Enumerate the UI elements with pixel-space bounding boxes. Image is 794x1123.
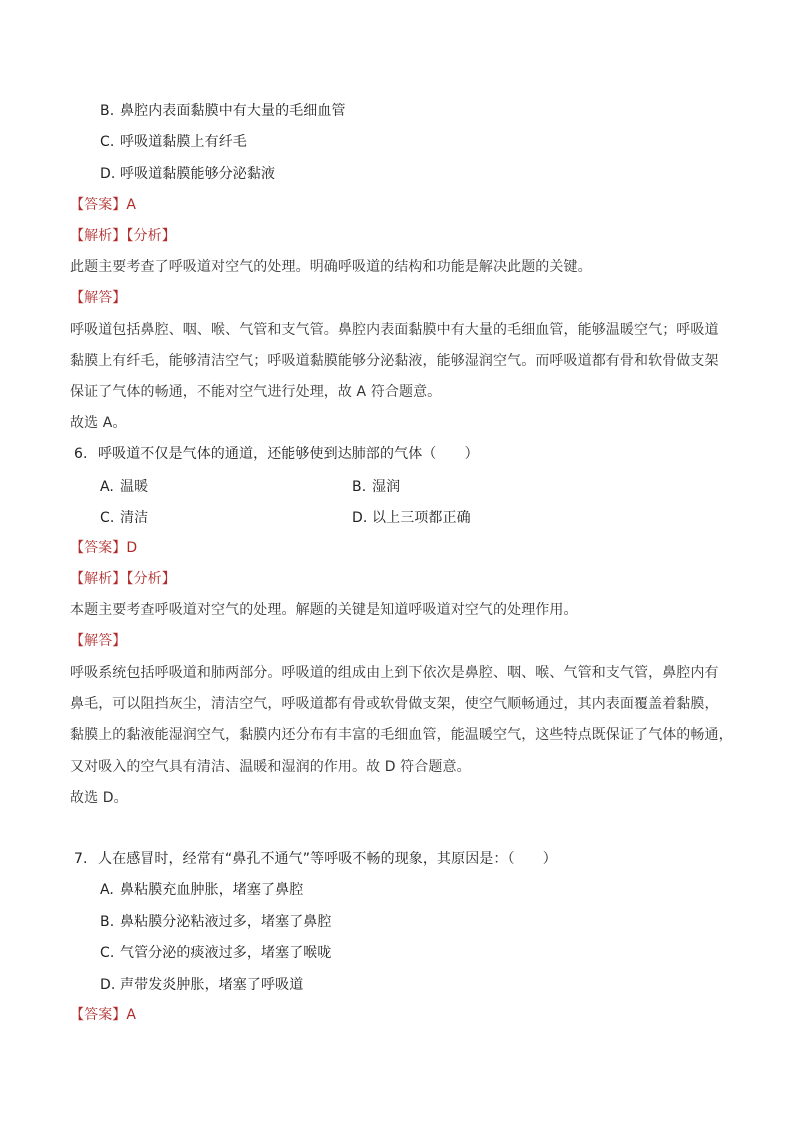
solution-line-1: 呼吸道包括鼻腔、咽、喉、气管和支气管。鼻腔内表面黏膜中有大量的毛细血管，能够温暖空气；呼吸道 (70, 322, 719, 338)
option-b: B. 鼻腔内表面黏膜中有大量的毛细血管 (100, 103, 346, 119)
q7-option-c: C. 气管分泌的痰液过多，堵塞了喉咙 (100, 945, 332, 961)
conclusion-text: 故选 A。 (70, 415, 127, 431)
q6-analysis-text: 本题主要考查呼吸道对空气的处理。解题的关键是知道呼吸道对空气的处理作用。 (70, 602, 578, 618)
option-d: D. 呼吸道黏膜能够分泌黏液 (100, 166, 276, 182)
option-c: C. 呼吸道黏膜上有纤毛 (100, 134, 247, 150)
q6-analysis-heading: 【解析】【分析】 (70, 571, 176, 587)
q6-solution-line-4: 又对吸入的空气具有清洁、温暖和湿润的作用。故 D 符合题意。 (70, 759, 471, 775)
q6-conclusion-text: 故选 D。 (70, 790, 128, 806)
q7-option-b: B. 鼻粘膜分泌粘液过多，堵塞了鼻腔 (100, 914, 332, 930)
analysis-text: 此题主要考查了呼吸道对空气的处理。明确呼吸道的结构和功能是解决此题的关键。 (70, 259, 592, 275)
q6-option-b: B. 湿润 (352, 479, 401, 495)
q6-option-d: D. 以上三项都正确 (352, 510, 471, 526)
analysis-heading: 【解析】【分析】 (70, 228, 176, 244)
question-7-stem: 7. 人在感冒时，经常有“鼻孔不通气”等呼吸不畅的现象，其原因是：（ ） (74, 851, 557, 867)
q6-solution-line-1: 呼吸系统包括呼吸道和肺两部分。呼吸道的组成由上到下依次是鼻腔、咽、喉、气管和支气管，鼻腔内有 (70, 665, 719, 681)
q7-answer-label: 【答案】A (70, 1007, 137, 1023)
solution-heading: 【解答】 (70, 290, 127, 306)
q6-option-a: A. 温暖 (100, 479, 149, 495)
q6-answer-label: 【答案】D (70, 540, 138, 556)
solution-line-3: 保证了气体的畅通，不能对空气进行处理，故 A 符合题意。 (70, 384, 442, 400)
q6-solution-heading: 【解答】 (70, 633, 127, 649)
q6-solution-line-2: 鼻毛，可以阻挡灰尘，清洁空气，呼吸道都有骨或软骨做支架，使空气顺畅通过，其内表面覆盖着黏膜， (70, 696, 719, 712)
q6-solution-line-3: 黏膜上的黏液能湿润空气，黏膜内还分布有丰富的毛细血管，能温暖空气，这些特点既保证了气体的畅通， (70, 727, 733, 743)
q7-option-d: D. 声带发炎肿胀，堵塞了呼吸道 (100, 977, 304, 993)
answer-label: 【答案】A (70, 197, 137, 213)
question-6-stem: 6. 呼吸道不仅是气体的通道，还能够使到达肺部的气体（ ） (74, 446, 479, 462)
q6-option-c: C. 清洁 (100, 510, 149, 526)
q7-option-a: A. 鼻粘膜充血肿胀，堵塞了鼻腔 (100, 882, 304, 898)
solution-line-2: 黏膜上有纤毛，能够清洁空气；呼吸道黏膜能够分泌黏液，能够湿润空气。而呼吸道都有骨和软骨做支架 (70, 353, 719, 369)
